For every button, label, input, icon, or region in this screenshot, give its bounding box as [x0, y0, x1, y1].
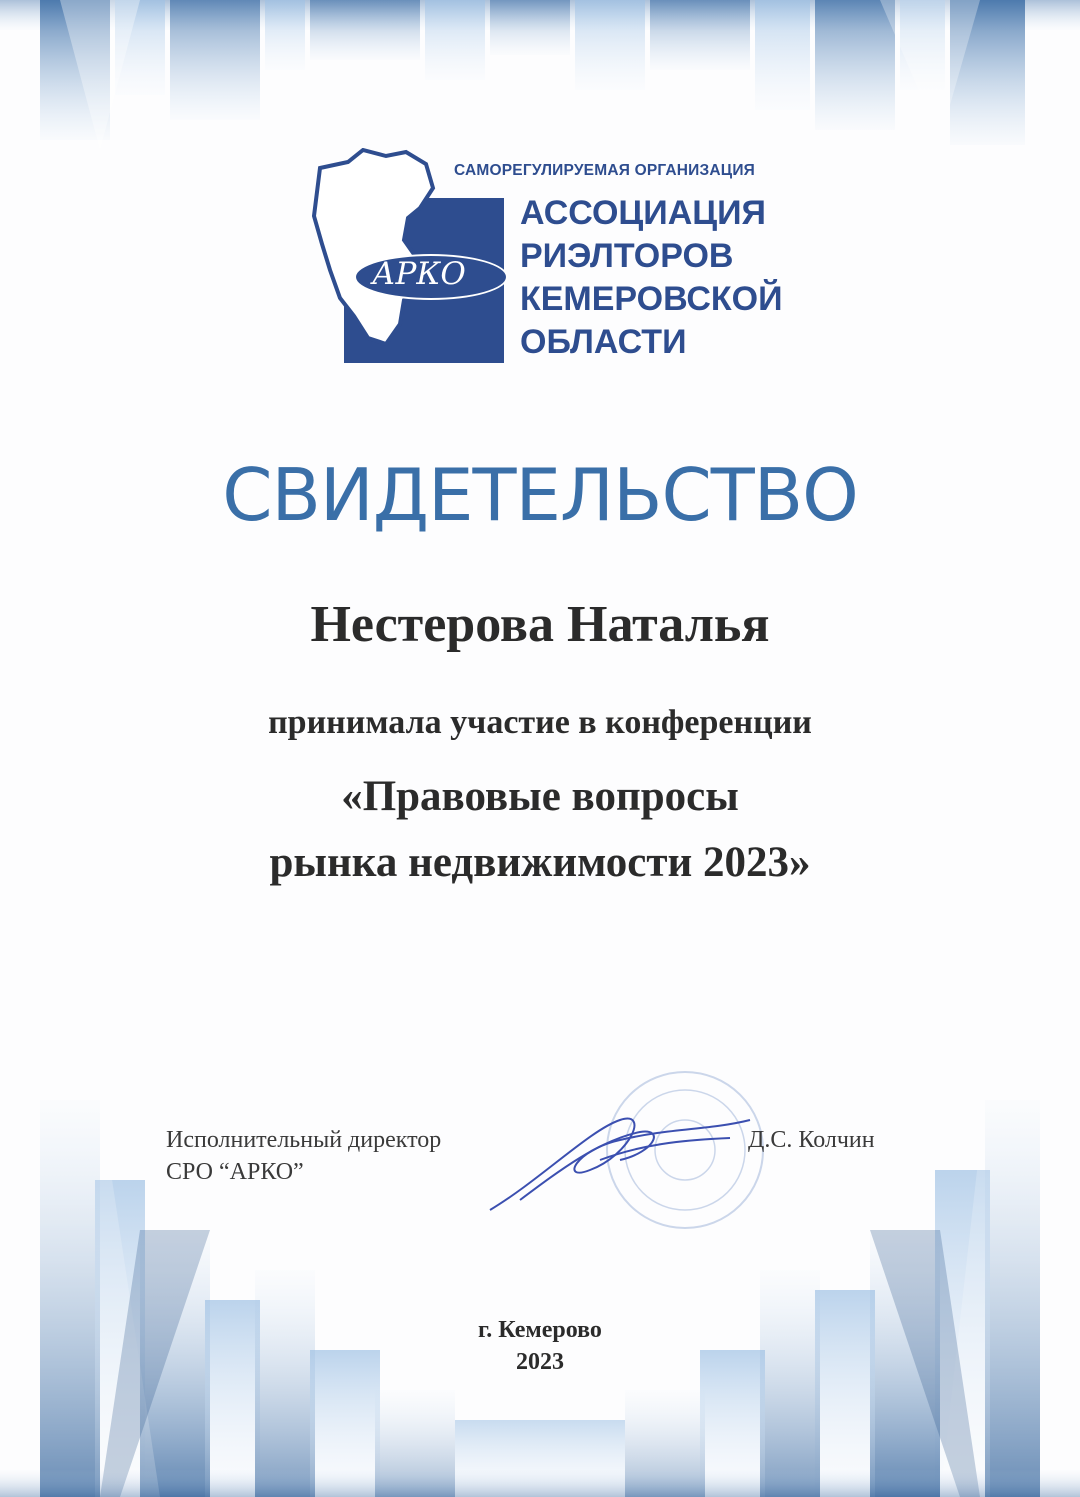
logo-org-type: САМОРЕГУЛИРУЕМАЯ ОРГАНИЗАЦИЯ	[454, 162, 756, 179]
issue-year: 2023	[516, 1349, 564, 1375]
signer-name: Д.С. Колчин	[748, 1127, 875, 1153]
arko-logo	[308, 148, 788, 368]
event-name	[0, 764, 1080, 896]
signer-role-line: СРО “АРКО”	[166, 1159, 304, 1185]
participation-text: принимала участие в конференции	[268, 704, 812, 741]
signer-role-line: Исполнительный директор	[166, 1127, 442, 1153]
logo-name-line: АССОЦИАЦИЯ	[520, 194, 766, 232]
event-name-line: «Правовые вопросы	[341, 773, 739, 820]
signer-role	[166, 1124, 441, 1188]
recipient-name: Нестерова Наталья	[310, 596, 770, 653]
logo-name-line: ОБЛАСТИ	[520, 323, 687, 361]
issue-place-date	[0, 1314, 1080, 1378]
event-name-line: рынка недвижимости 2023»	[269, 839, 811, 886]
document-title: СВИДЕТЕЛЬСТВО	[222, 453, 858, 537]
logo-org-name	[520, 192, 783, 364]
issue-city: г. Кемерово	[478, 1317, 602, 1343]
logo-abbreviation-text: АРКО	[372, 256, 466, 292]
top-building-band	[0, 0, 1080, 150]
logo-name-line: КЕМЕРОВСКОЙ	[520, 280, 783, 318]
logo-name-line: РИЭЛТОРОВ	[520, 237, 734, 275]
